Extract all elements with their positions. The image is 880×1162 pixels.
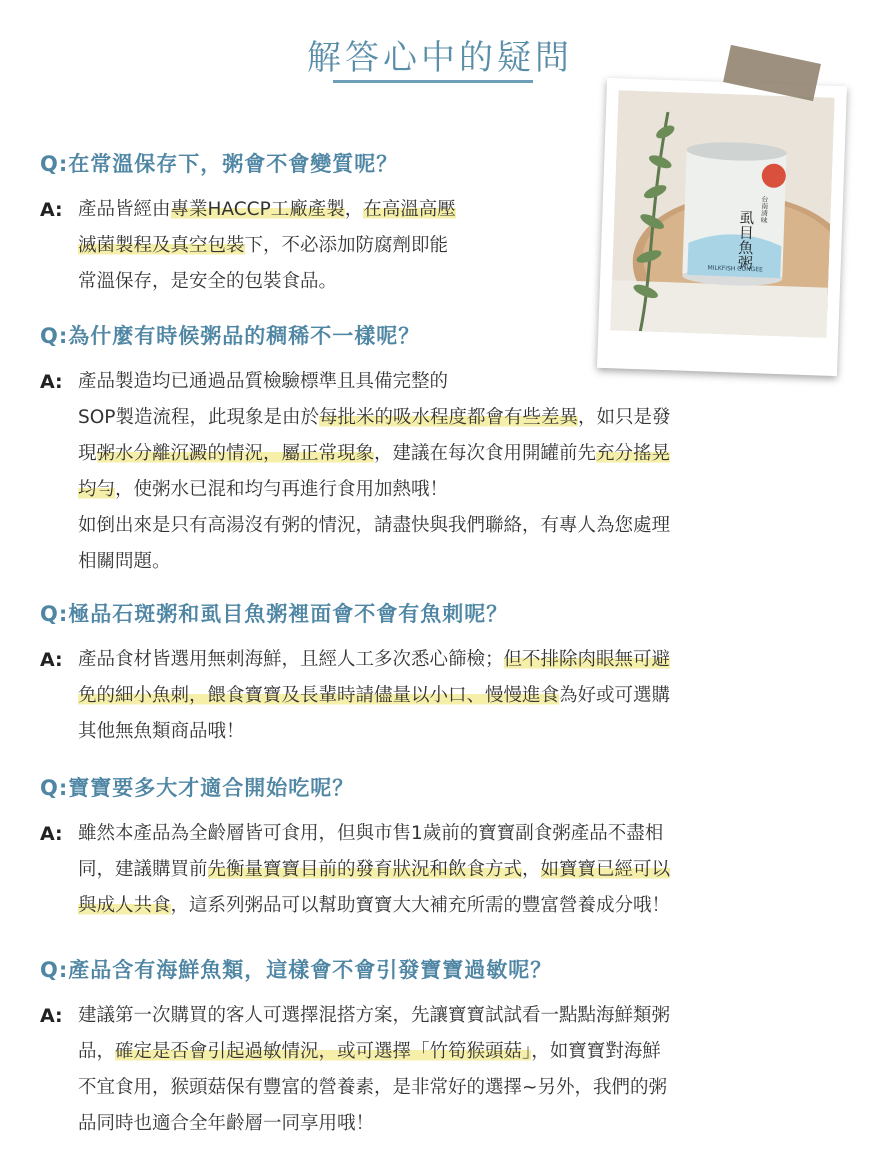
qa-item-4 [40,772,670,924]
answer-line [78,714,670,750]
answer-text-segment: 如倒出來是只有高湯沒有粥的情況，請盡快與我們聯絡，有專人為您處理 [78,515,671,536]
highlighted-text: 如寶寶已經可以 [540,859,671,880]
answer-line [78,508,671,544]
answer-text-segment: 產品製造均已通過品質檢驗標準且具備完整的 [78,371,449,392]
highlighted-text: 粥水分離沉澱的情況，屬正常現象 [96,443,375,464]
highlighted-text: 免的細小魚刺，餵食寶寶及長輩時請儘量以小口、慢慢進食 [78,685,560,706]
answer-line [78,642,670,678]
answer-text-segment: SOP製造流程，此現象是由於 [78,407,319,428]
answer-line [78,1106,670,1142]
answer-text-segment: 同，建議購買前 [78,859,208,880]
product-photo [610,90,834,337]
answer-marker: A: [40,371,63,393]
highlighted-text: 每批米的吸水程度都會有些差異 [318,407,578,428]
answer-line [78,400,671,436]
answer-2 [40,364,671,580]
title-underline [333,80,533,83]
answer-text-segment: 為好或可選購 [559,685,671,706]
answer-line [78,436,671,472]
answer-text-segment: ， [344,199,364,220]
can-label-text: 虱目魚粥 [735,209,756,271]
answer-text-segment: ，使粥水已混和均勻再進行食用加熱哦！ [115,479,449,500]
answer-text-segment: 下，不必添加防腐劑即能 [244,235,449,256]
answer-text-segment: 現 [78,443,97,464]
answer-line [78,1034,670,1070]
product-photo-illustration [610,90,834,337]
highlighted-text: 滅菌製程及真空包裝 [78,235,245,256]
answer-line [78,264,456,300]
answer-marker: A: [40,1005,63,1027]
answer-3 [40,642,670,750]
can-small-label-text: 台南清味 [760,195,770,224]
answer-5 [40,998,670,1142]
highlighted-text: 但不排除肉眼無可避 [503,649,671,670]
answer-text [78,816,670,924]
answer-line [78,1070,670,1106]
answer-text-segment: ，如只是發 [577,407,671,428]
answer-text-segment: 產品食材皆選用無刺海鮮，且經人工多次悉心篩檢； [78,649,504,670]
answer-text-segment: ，建議在每次食用開罐前先 [374,443,597,464]
answer-text-segment: 其他無魚類商品哦！ [78,721,245,742]
answer-4 [40,816,670,924]
answer-text-segment: 品， [78,1041,116,1062]
answer-text-segment: 品同時也適合全年齡層一同享用哦！ [78,1113,375,1134]
answer-line [78,998,670,1034]
answer-line [78,192,456,228]
question-4: Q:寶寶要多大才適合開始吃呢？ [40,776,355,800]
answer-line [78,544,671,580]
qa-item-2 [40,320,671,580]
page-title: 解答心中的疑問 [307,38,573,78]
answer-line [78,678,670,714]
answer-text-segment: ， [522,859,541,880]
highlighted-text: 與成人共食 [78,895,171,916]
highlighted-text: 先衡量寶寶目前的發育狀況和飲食方式 [207,859,523,880]
answer-line [78,228,456,264]
answer-text-segment: 雖然本產品為全齡層皆可食用，但與市售1歲前的寶寶副食粥產品不盡相 [78,823,664,844]
answer-line [78,472,671,508]
highlighted-text: 在高溫高壓 [363,199,456,220]
question-3: Q:極品石斑粥和虱目魚粥裡面會不會有魚刺呢？ [40,602,509,626]
answer-text [78,364,671,580]
answer-text-segment: 相關問題。 [78,551,171,572]
answer-text-segment: 不宜食用，猴頭菇保有豐富的營養素，是非常好的選擇~另外，我們的粥 [78,1077,668,1098]
answer-1 [40,192,456,300]
question-1: Q:在常溫保存下，粥會不會變質呢？ [40,152,399,176]
qa-item-1 [40,148,456,300]
highlighted-text: 均勻 [78,479,116,500]
answer-text [78,998,670,1142]
answer-text [78,642,670,750]
answer-text-segment: 常溫保存，是安全的包裝食品。 [78,271,338,292]
answer-line [78,364,671,400]
question-2: Q:為什麼有時候粥品的稠稀不一樣呢？ [40,324,421,348]
highlighted-text: 確定是否會引起過敏情況，或可選擇「竹筍猴頭菇」 [115,1041,532,1062]
answer-line [78,888,670,924]
answer-text [78,192,456,300]
answer-text-segment: ，如寶寶對海鮮 [531,1041,661,1062]
question-5: Q:產品含有海鮮魚類，這樣會不會引發寶寶過敏呢？ [40,958,553,982]
can-english-label: MILKFISH CONGEE [707,264,763,274]
answer-line [78,816,670,852]
answer-text-segment: ，這系列粥品可以幫助寶寶大大補充所需的豐富營養成分哦！ [170,895,671,916]
qa-item-3 [40,598,670,750]
highlighted-text: 專業HACCP工廠產製 [170,199,345,220]
answer-text-segment: 建議第一次購買的客人可選擇混搭方案，先讓寶寶試試看一點點海鮮類粥 [78,1005,671,1026]
answer-line [78,852,670,888]
answer-text-segment: 產品皆經由 [78,199,171,220]
answer-marker: A: [40,823,63,845]
answer-marker: A: [40,199,63,221]
qa-item-5 [40,954,670,1142]
highlighted-text: 充分搖晃 [596,443,671,464]
answer-marker: A: [40,649,63,671]
